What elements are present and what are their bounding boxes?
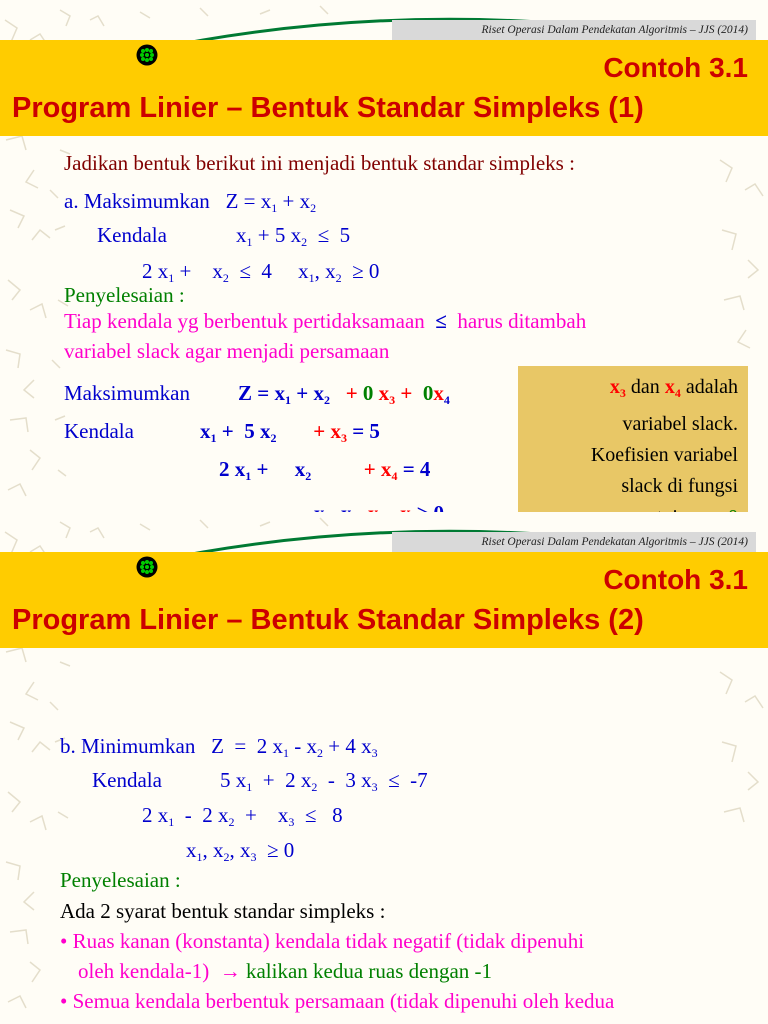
globe-logo-icon [136,556,158,578]
rule-tail: harus ditambah [457,309,587,333]
problem-prefix: b. Minimumkan [60,734,196,758]
bullet-1-line-2: oleh kendala-1) → kalikan kedua ruas dengan -1 [78,959,493,983]
bullet-dot: • [60,989,68,1013]
problem-a-objective: a. Maksimumkan $Z = x_1 + x_2$ [64,189,317,215]
note-line-1: $x_3$ dan $x_4$ adalah [609,376,738,400]
example-number: Contoh 3.1 [603,564,748,595]
standard-constraint-2: 2 $x_1$ + $x_2$ + $x_4 = 4$ [219,457,431,483]
arrow-right-icon: → [219,959,241,983]
bullet-1-line-1: • Ruas kanan (konstanta) kendala tidak negatif (tidak dipenuhi [60,929,585,953]
constraint-2: 2 $x_1$ + $x_2 \le 4$ $x_1$, $x_2 \ge 0$ [142,259,380,285]
globe-logo-icon [136,44,158,66]
problem-b-objective: b. Minimumkan Z = 2 $x_1 - x_2 + 4$ $x_3$ [60,734,378,760]
credit-bar: Riset Operasi Dalam Pendekatan Algoritmis – JJS (2014) [392,20,756,40]
standard-objective: $Z = x_1 + x_2$ + 0 $x_3 + 0x_4$ [238,381,450,407]
example-number: Contoh 3.1 [603,52,748,83]
penyelesaian-label: Penyelesaian : [64,283,185,307]
non-negativity: $x_1$, $x_2$, $x_3 \ge 0$ [186,838,295,864]
intro-text: Jadikan bentuk berikut ini menjadi bentuk standar simpleks : [64,151,575,175]
rule-line-1 [64,308,586,334]
constraint-1: $x_1 + 5$ $x_2 \le 5$ [236,223,351,249]
problem-prefix: a. Maksimumkan [64,189,210,213]
standard-constraint-1: $x_1 + 5$ $x_2$ + $x_3 = 5$ [200,419,380,445]
less-equal-symbol: ≤ [435,309,447,333]
credit-bar: Riset Operasi Dalam Pendekatan Algoritmis – JJS (2014) [392,532,756,552]
constraint-1: 5 $x_1 + 2$ $x_2 - 3$ $x_3 \le -7$ [220,768,428,794]
kendala-label: Kendala [97,223,167,247]
slide-title: Program Linier – Bentuk Standar Simpleks (1) [12,92,644,124]
penyelesaian-label: Penyelesaian : [60,868,181,892]
note-line-4: slack di fungsi [621,475,738,497]
note-line-2: variabel slack. [622,413,738,435]
max-label: Maksimumkan [64,381,190,405]
kendala-label-2: Kendala [64,419,134,443]
bullet-dot: • [60,929,68,953]
bullet-2-line-1: • Semua kendala berbentuk persamaan (tidak dipenuhi oleh kedua [60,989,615,1013]
slide-2 [0,512,768,1024]
slack-note-box [518,366,748,530]
slide-title: Program Linier – Bentuk Standar Simpleks (2) [12,604,644,636]
syarat-heading: Ada 2 syarat bentuk standar simpleks : [60,899,386,923]
rule-line-2: variabel slack agar menjadi persamaan [64,339,390,363]
note-line-3: Koefisien variabel [590,444,738,466]
constraint-2: 2 $x_1 - 2$ $x_2$ + $x_3 \le 8$ [142,803,343,829]
rule-text: Tiap kendala yg berbentuk pertidaksamaan [64,309,425,333]
kendala-label: Kendala [92,768,162,792]
